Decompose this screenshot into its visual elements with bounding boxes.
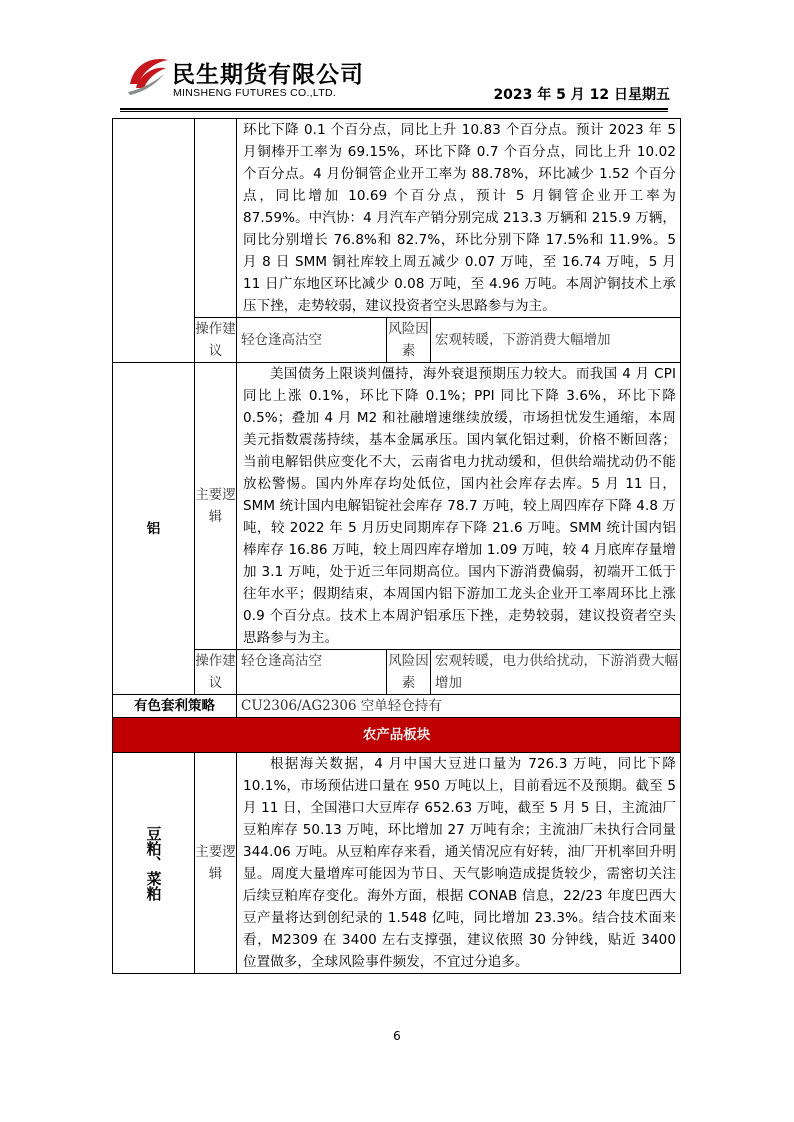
aluminum-logic-row (113, 363, 681, 650)
copper-risk-label: 风险因素 (387, 318, 431, 363)
aluminum-op-row (113, 650, 681, 695)
aluminum-logic-label: 主要逻辑 (195, 363, 237, 650)
copper-name-cell (113, 119, 195, 363)
soymeal-name: 豆粕、菜粕 (144, 825, 163, 901)
copper-op-label: 操作建议 (195, 318, 237, 363)
aluminum-op-label: 操作建议 (195, 650, 237, 695)
copper-logic-row (113, 119, 681, 318)
copper-op-text: 轻仓逢高沽空 (237, 318, 387, 363)
copper-logic-label-cell (195, 119, 237, 318)
soymeal-name-cell (113, 753, 195, 974)
header-rule (120, 108, 668, 112)
soymeal-logic-label: 主要逻辑 (195, 753, 237, 974)
soymeal-logic-row (113, 753, 681, 974)
arbitrage-text: CU2306/AG2306 空单轻仓持有 (237, 695, 681, 718)
agri-section-row (113, 718, 681, 753)
copper-logic-text: 环比下降 0.1 个百分点，同比上升 10.83 个百分点。预计 2023 年 5 月铜棒开工率为 69.15%，环比下降 0.7 个百分点，同比上升 10.02 个百分点。4 月份铜管企业开工率为 88.78%，环比减少 1.52 个百分点，同比增加 10.69 个百分点，预计 5 月铜管企业开工率为 87.59%。中汽协：4 月汽车产销分别完成 213.3 万辆和 215.9 万辆，同比分别增长 76.8%和 82.7%，环比分别下降 17.5%和 11.9%。5 月 8 日 SMM 铜社库较上周五减少 0.07 万吨，至 16.74 万吨，5 月 11 日广东地区环比减少 0.08 万吨，至 4.96 万吨。本周沪铜技术上承压下挫，走势较弱，建议投资者空头思路参与为主。 (237, 119, 681, 318)
agri-section-title: 农产品板块 (113, 718, 681, 753)
report-date: 2023 年 5 月 12 日星期五 (493, 87, 670, 103)
aluminum-op-text: 轻仓逢高沽空 (237, 650, 387, 695)
copper-op-row (113, 318, 681, 363)
brand-name-en: MINSHENG FUTURES CO.,LTD. (173, 87, 337, 99)
page-number: 6 (393, 1029, 401, 1043)
brand-name-cn: 民生期货有限公司 (172, 62, 364, 88)
page-header (0, 0, 794, 112)
strategy-table (112, 118, 681, 974)
aluminum-risk-text: 宏观转暖，电力供给扰动，下游消费大幅增加 (431, 650, 681, 695)
minsheng-logo-icon (126, 54, 170, 96)
aluminum-risk-label: 风险因素 (387, 650, 431, 695)
aluminum-name: 铝 (113, 363, 195, 695)
copper-risk-text: 宏观转暖，下游消费大幅增加 (431, 318, 681, 363)
aluminum-logic-text: 美国债务上限谈判僵持，海外衰退预期压力较大。而我国 4 月 CPI 同比上涨 0.1%，环比下降 0.1%；PPI 同比下降 3.6%，环比下降 0.5%；叠加 4 月 M2 和社融增速继续放缓，市场担忧发生通缩，本周美元指数震荡持续，基本金属承压。国内氧化铝过剩，价格不断回落；当前电解铝供应变化不大，云南省电力扰动缓和，但供给端扰动仍不能放松警惕。国内外库存均处低位，国内社会库存去库。5 月 11 日，SMM 统计国内电解铝锭社会库存 78.7 万吨，较上周四库存下降 4.8 万吨，较 2022 年 5 月历史同期库存下降 21.6 万吨。SMM 统计国内铝棒库存 16.86 万吨，较上周四库存增加 1.09 万吨，较 4 月底库存量增加 3.1 万吨，处于近三年同期高位。国内下游消费偏弱，初端开工低于往年水平；假期结束，本周国内铝下游加工龙头企业开工率周环比上涨 0.9 个百分点。技术上本周沪铝承压下挫，走势较弱，建议投资者空头思路参与为主。 (237, 363, 681, 650)
arbitrage-label: 有色套利策略 (113, 695, 237, 718)
soymeal-logic-text: 根据海关数据，4 月中国大豆进口量为 726.3 万吨，同比下降 10.1%，市场预估进口量在 950 万吨以上，目前看远不及预期。截至 5 月 11 日，全国港口大豆库存 652.63 万吨，截至 5 月 5 日，主流油厂豆粕库存 50.13 万吨，环比增加 27 万吨有余；主流油厂未执行合同量 344.06 万吨。从豆粕库存来看，通关情况应有好转，油厂开机率回升明显。周度大量增库可能因为节日、天气影响造成提货较少，需密切关注后续豆粕库存变化。海外方面，根据 CONAB 信息，22/23 年度巴西大豆产量将达到创纪录的 1.548 亿吨，同比增加 23.3%。结合技术面来看，M2309 在 3400 左右支撑强，建议依照 30 分钟线，贴近 3400 位置做多，全球风险事件频发，不宜过分追多。 (237, 753, 681, 974)
arbitrage-row (113, 695, 681, 718)
